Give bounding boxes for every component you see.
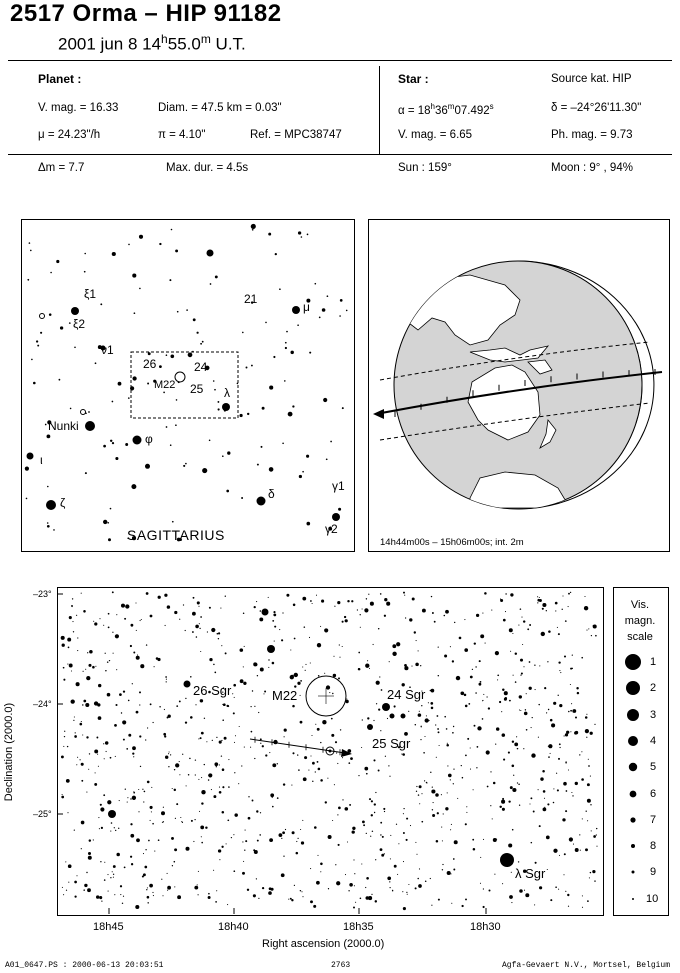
dec-tick-label: –23°: [33, 589, 52, 599]
legend-mag-6: 6: [650, 788, 657, 800]
finder-label-gamma2: γ2: [325, 522, 338, 536]
legend-mag-9: 9: [650, 866, 657, 878]
star-dec: δ = –24°26'11.30": [551, 102, 642, 114]
finder-label-xi2: ξ2: [73, 317, 86, 331]
moon-info: Moon : 9° , 94%: [551, 162, 633, 174]
legend-dot-9: [632, 871, 635, 874]
footer-credit: Agfa-Gevaert N.V., Mortsel, Belgium: [502, 961, 671, 970]
star-heading: Star :: [398, 72, 429, 86]
planet-motion: μ = 24.23"/h: [38, 129, 101, 141]
legend-mag-3: 3: [650, 709, 657, 721]
legend-dot-1: [625, 654, 641, 670]
chart-label-lambda-sgr: λ Sgr: [515, 866, 546, 881]
legend-mag-8: 8: [650, 840, 657, 852]
finder-label-delta: δ: [268, 487, 275, 501]
star-phmag: Ph. mag. = 9.73: [551, 129, 633, 141]
legend-mag-1: 1: [650, 656, 657, 668]
legend-mag-10: 10: [646, 893, 659, 905]
chart-label-25-sgr: 25 Sgr: [372, 736, 411, 751]
planet-diameter: Diam. = 47.5 km = 0.03": [158, 102, 282, 114]
legend-dot-6: [630, 791, 637, 798]
finder-label-lambda: λ: [224, 386, 230, 400]
chart-label-24-sgr: 24 Sgr: [387, 687, 426, 702]
footer-file: A01_0647.PS : 2000-06-13 20:03:51: [5, 961, 164, 970]
planet-parallax: π = 4.10": [158, 129, 206, 141]
y-axis-label: Declination (2000.0): [3, 702, 15, 802]
finder-label-xi1: ξ1: [84, 287, 97, 301]
finder-label-gamma1: γ1: [332, 479, 345, 493]
event-title: 2517 Orma – HIP 91182: [10, 0, 282, 27]
finder-label-nunki: Nunki: [48, 419, 79, 433]
legend-title-2: magn.: [624, 615, 656, 627]
planet-reference: Ref. = MPC38747: [250, 129, 342, 141]
constellation-name: SAGITTARIUS: [127, 527, 225, 543]
finder-label-26: 26: [143, 357, 157, 371]
earth-caption: 14h44m00s – 15h06m00s; int. 2m: [380, 537, 524, 548]
dec-tick-label: –25°: [33, 809, 52, 819]
legend-mag-7: 7: [650, 814, 657, 826]
finder-label-nu1: ν1: [101, 343, 114, 357]
star-source: Source kat. HIP: [551, 73, 632, 85]
finder-label-24: 24: [194, 360, 208, 374]
dec-tick-label: –24°: [33, 699, 52, 709]
legend-dot-4: [628, 736, 638, 746]
legend-mag-4: 4: [650, 735, 657, 747]
legend-dot-10: [632, 898, 634, 900]
ra-tick-label: 18h45: [93, 921, 124, 933]
legend-dot-8: [631, 844, 635, 848]
finder-label-phi: φ: [145, 432, 153, 446]
legend-title-1: Vis.: [630, 599, 650, 611]
sun-elongation: Sun : 159°: [398, 162, 452, 174]
max-duration: Max. dur. = 4.5s: [166, 162, 249, 174]
x-axis-label: Right ascension (2000.0): [262, 938, 385, 950]
star-vmag: V. mag. = 6.65: [398, 129, 473, 141]
footer-number: 2763: [331, 961, 351, 970]
planet-vmag: V. mag. = 16.33: [38, 102, 119, 114]
legend-title-3: scale: [627, 631, 653, 643]
legend-mag-5: 5: [650, 761, 657, 773]
delta-mag: Δm = 7.7: [38, 162, 85, 174]
legend-dot-2: [626, 681, 640, 695]
legend-mag-2: 2: [650, 682, 657, 694]
finder-label-21: 21: [244, 292, 258, 306]
ra-tick-label: 18h40: [218, 921, 249, 933]
finder-label-m22: M22: [154, 379, 176, 391]
ra-tick-label: 18h30: [470, 921, 501, 933]
event-datetime: 2001 jun 8 14$^h$55.0$^m$ U.T.: [58, 32, 246, 54]
legend-dot-5: [629, 763, 637, 771]
finder-label-zeta: ζ: [60, 496, 66, 510]
ra-tick-label: 18h35: [343, 921, 374, 933]
finder-label-iota: ι: [40, 453, 43, 467]
finder-label-mu: μ: [303, 300, 310, 314]
chart-label-26-sgr: 26 Sgr: [193, 683, 232, 698]
chart-label-m22: M22: [272, 688, 298, 703]
legend-dot-7: [630, 817, 635, 822]
finder-label-25: 25: [190, 382, 204, 396]
planet-heading: Planet :: [38, 72, 82, 86]
star-ra: $\alpha = 18^h36^m07.492^s$: [398, 102, 494, 117]
legend-dot-3: [627, 709, 639, 721]
